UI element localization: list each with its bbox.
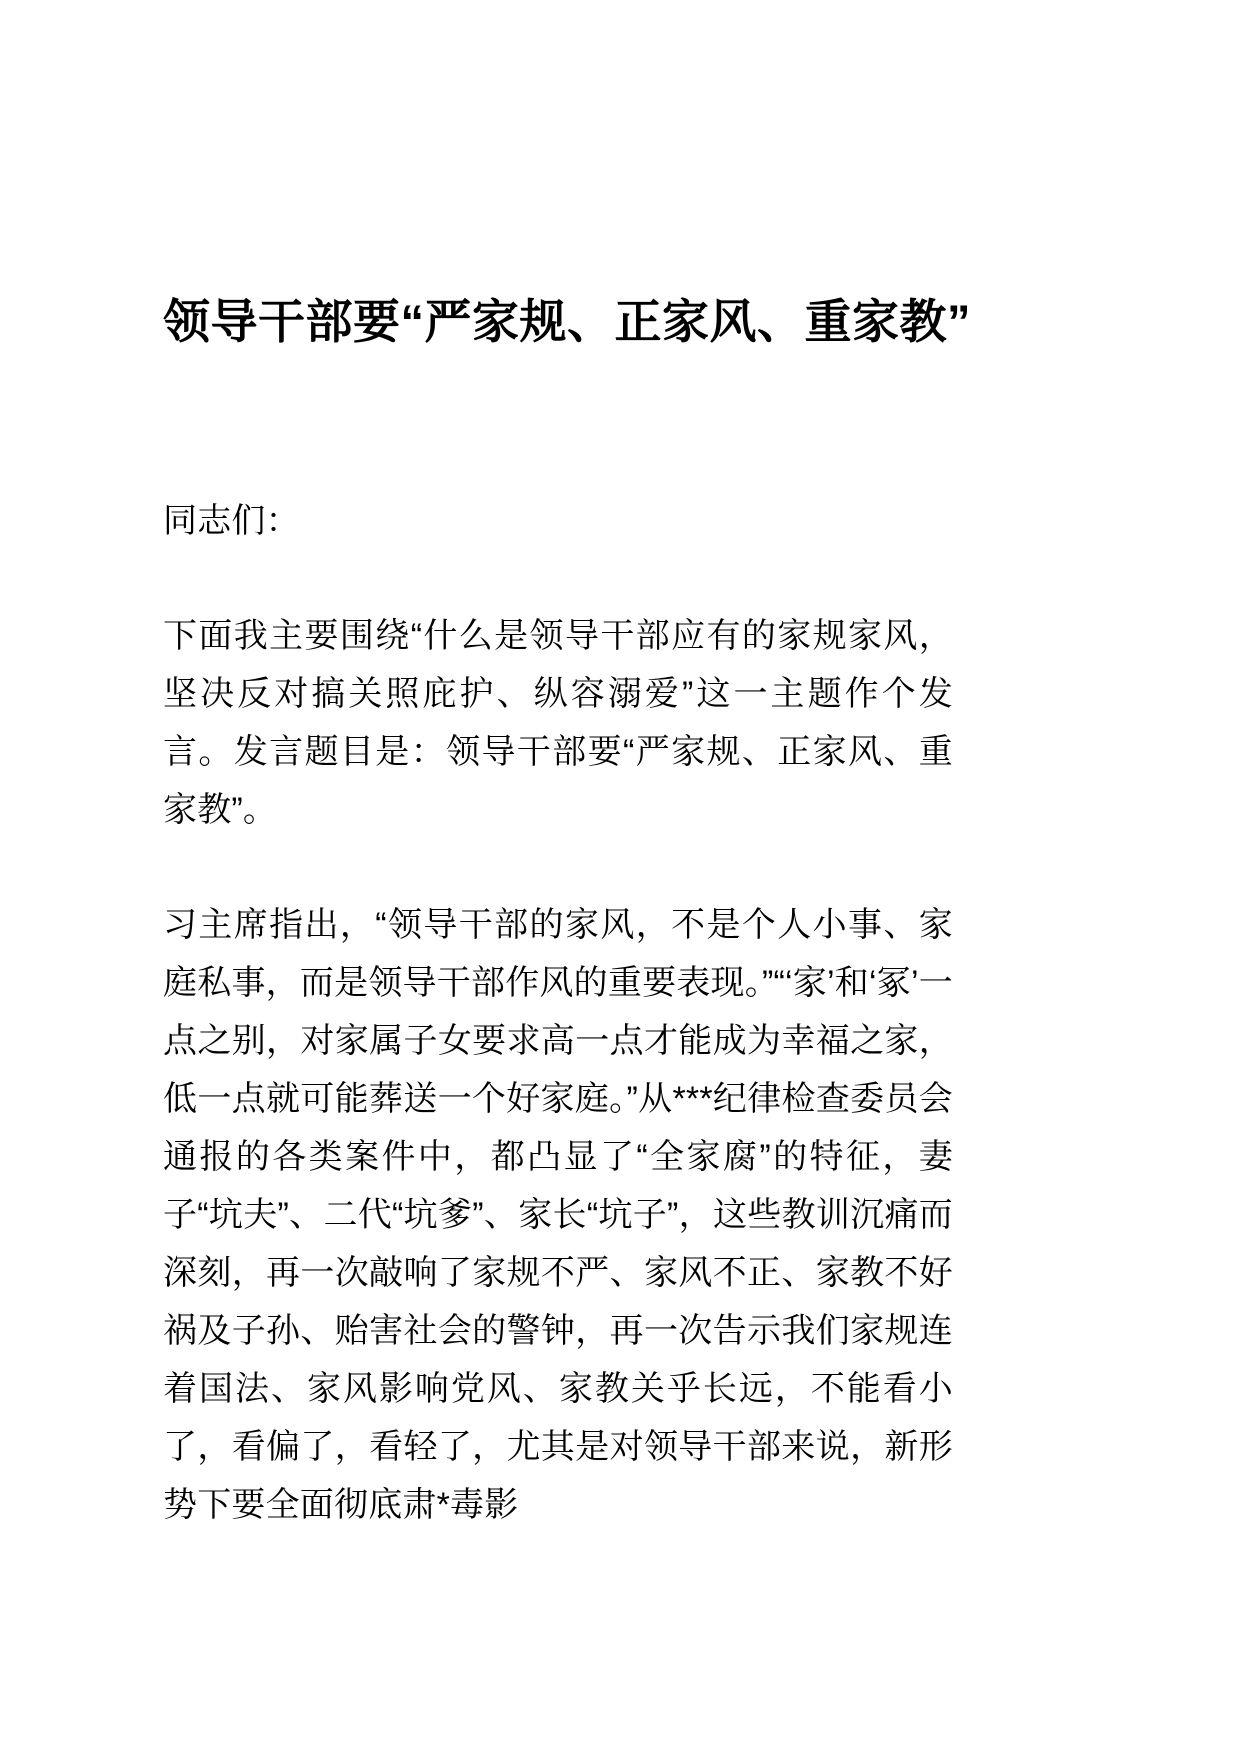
body-paragraph-2: 习主席指出，“领导干部的家风，不是个人小事、家庭私事，而是领导干部作风的重要表现。”“‘家’和‘冢’一点之别，对家属子女要求高一点才能成为幸福之家，低一点就可能葬送一个好家庭。”从***纪律检查委员会通报的各类案件中，都凸显了“全家腐”的特征，妻子“坑夫”、二代“坑爹”、家长“坑子”，这些教训沉痛而深刻，再一次敲响了家规不严、家风不正、家教不好祸及子孙、贻害社会的警钟，再一次告示我们家规连着国法、家风影响党风、家教关乎长远，不能看小了，看偏了，看轻了，尤其是对领导干部来说，新形势下要全面彻底肃*毒影 xyxy=(163,906,953,1524)
body-paragraph-1: 下面我主要围绕“什么是领导干部应有的家规家风，坚决反对搞关照庇护、纵容溺爱”这一主题作个发言。发言题目是：领导干部要“严家规、正家风、重家教”。 xyxy=(163,617,953,829)
document-content xyxy=(163,0,971,1534)
page-title: 领导干部要“严家规、正家风、重家教” xyxy=(163,295,971,348)
salutation: 同志们： xyxy=(163,502,300,540)
